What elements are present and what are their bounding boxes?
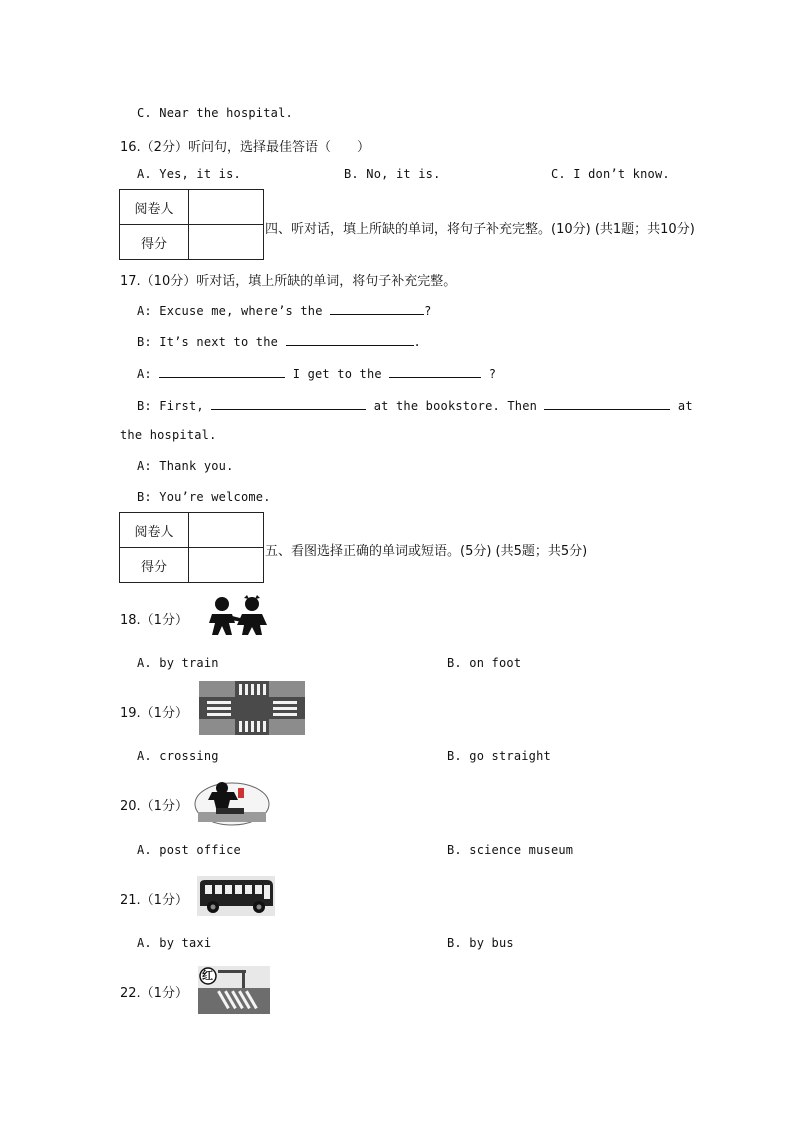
- q16-stem: 16.（2分）听问句，选择最佳答语（ ）: [120, 140, 370, 155]
- grader-table-section4: [119, 189, 264, 260]
- q21-option-a: A. by taxi: [137, 936, 212, 950]
- q17-blank-5: [211, 397, 366, 410]
- q17-blank-6: [544, 397, 670, 410]
- reviewer-box: [189, 190, 264, 225]
- q17-blank-3: [159, 365, 285, 378]
- q17-line4-end: at: [677, 399, 693, 413]
- q17-line1: [137, 302, 432, 318]
- q21-option-b: B. by bus: [447, 936, 514, 950]
- q19-option-a: A. crossing: [137, 749, 219, 763]
- q19-stem: 19.（1分）: [120, 706, 188, 721]
- q17-line3-text: I get to the: [292, 367, 382, 381]
- q17-line3-end: ?: [488, 367, 497, 381]
- section4-title: 四、听对话，填上所缺的单词，将句子补充完整。(10分) (共1题；共10分): [265, 222, 695, 237]
- score-label: 得分: [120, 548, 189, 583]
- q15-option-c: C. Near the hospital.: [137, 106, 293, 120]
- q17-blank-1: [330, 302, 424, 315]
- q21-stem: 21.（1分）: [120, 893, 188, 908]
- q17-line3-speaker: A:: [137, 367, 152, 381]
- q17-line5: the hospital.: [120, 428, 217, 442]
- q17-line2-text: B: It’s next to the: [137, 335, 279, 349]
- score-box: [189, 225, 264, 260]
- q18-option-a: A. by train: [137, 656, 219, 670]
- q17-blank-4: [389, 365, 481, 378]
- q17-line4-text: B: First,: [137, 399, 204, 413]
- q17-line2-end: .: [413, 335, 421, 349]
- q17-line2: [137, 333, 421, 349]
- q18-option-b: B. on foot: [447, 656, 522, 670]
- crosswalk-picture: [199, 681, 305, 735]
- reviewer-label: 阅卷人: [120, 513, 189, 548]
- score-label: 得分: [120, 225, 189, 260]
- q17-blank-2: [286, 333, 414, 346]
- q18-stem: 18.（1分）: [120, 613, 188, 628]
- q17-line4-mid: at the bookstore. Then: [373, 399, 538, 413]
- q20-option-a: A. post office: [137, 843, 241, 857]
- reviewer-box: [189, 513, 264, 548]
- q19-option-b: B. go straight: [447, 749, 551, 763]
- q16-option-b: B. No, it is.: [344, 167, 441, 181]
- score-box: [189, 548, 264, 583]
- q17-line6: A: Thank you.: [137, 459, 234, 473]
- q22-stem: 22.（1分）: [120, 986, 188, 1001]
- q17-line3: [137, 365, 496, 381]
- section5-title: 五、看图选择正确的单词或短语。(5分) (共5题；共5分): [265, 544, 588, 559]
- museum-statue-picture: [194, 778, 270, 826]
- q17-line1-end: ?: [424, 304, 432, 318]
- q20-stem: 20.（1分）: [120, 799, 188, 814]
- q16-option-a: A. Yes, it is.: [137, 167, 241, 181]
- bus-picture: [197, 876, 275, 916]
- q22-sign-character: 红: [202, 969, 213, 982]
- q17-line1-text: A: Excuse me, where’s the: [137, 304, 323, 318]
- walking-children-picture: [202, 595, 274, 637]
- q20-option-b: B. science museum: [447, 843, 574, 857]
- reviewer-label: 阅卷人: [120, 190, 189, 225]
- q16-option-c: C. I don’t know.: [551, 167, 670, 181]
- grader-table-section5: [119, 512, 264, 583]
- q17-line4: [137, 397, 693, 413]
- q17-stem: 17.（10分）听对话，填上所缺的单词，将句子补充完整。: [120, 274, 457, 289]
- q17-line7: B: You’re welcome.: [137, 490, 271, 504]
